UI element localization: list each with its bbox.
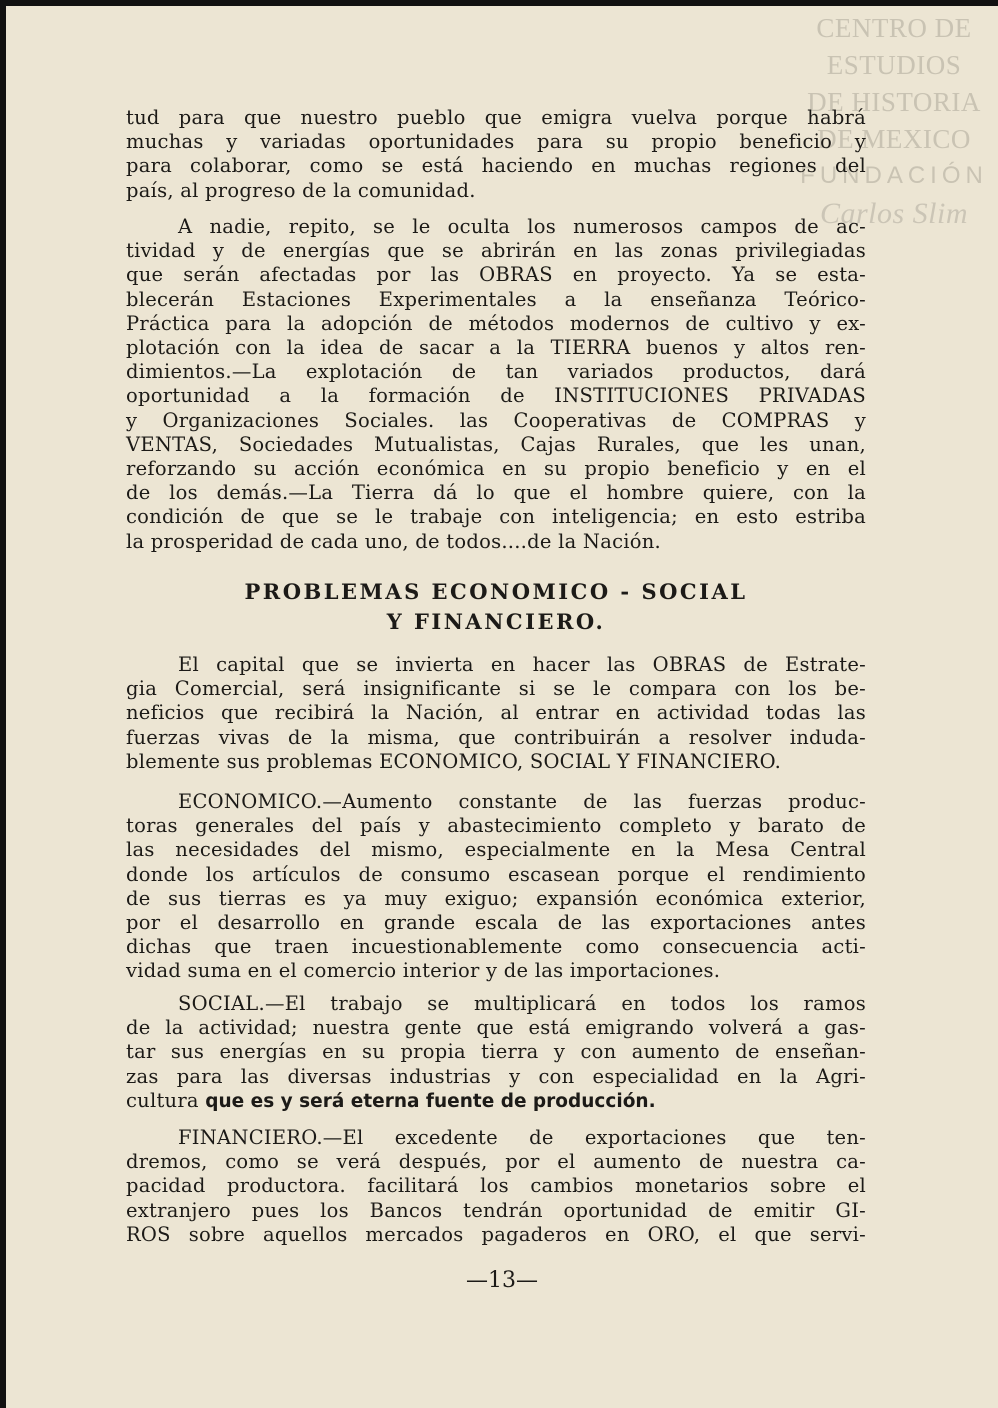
text-line: condición de que se le trabaje con inteligencia; en esto estriba [126, 505, 866, 529]
watermark-foundation: FUNDACIÓN [800, 162, 988, 189]
bold-text-run: que es y será eterna fuente de producción. [205, 1090, 656, 1112]
text-line: extranjero pues los Bancos tendrán oportunidad de emitir GI- [126, 1198, 866, 1222]
paragraph-social [126, 992, 866, 1114]
text-line: neficios que recibirá la Nación, al entrar en actividad todas las [126, 701, 866, 725]
text-line: por el desarrollo en grande escala de las exportaciones antes [126, 911, 866, 935]
text-line: tividad y de energías que se abrirán en las zonas privilegiadas [126, 239, 866, 263]
paragraph-capital [126, 653, 866, 774]
text-line: SOCIAL.—El trabajo se multiplicará en todos los ramos [178, 992, 866, 1015]
text-line: vidad suma en el comercio interior y de las importaciones. [126, 959, 721, 983]
text-line: zas para las diversas industrias y con especialidad en la Agri- [126, 1064, 866, 1088]
text-line-mixed [126, 1089, 866, 1114]
text-line: tud para que nuestro pueblo que emigra vuelva porque habrá [126, 106, 866, 129]
text-line: blecerán Estaciones Experimentales a la enseñanza Teórico- [126, 287, 866, 311]
text-line: de los demás.—La Tierra dá lo que el hombre quiere, con la [126, 481, 866, 505]
text-line: A nadie, repito, se le oculta los numerosos campos de ac- [178, 215, 866, 238]
text-line: dimientos.—La explotación de tan variados productos, dará [126, 360, 866, 384]
text-line: tar sus energías en su propia tierra y con aumento de enseñan- [126, 1040, 866, 1064]
text-line: ROS sobre aquellos mercados pagaderos en ORO, el que servi- [126, 1222, 866, 1246]
text-line: y Organizaciones Sociales. las Cooperativas de COMPRAS y [126, 408, 866, 432]
document-page [6, 6, 998, 1408]
text-line: país, al progreso de la comunidad. [126, 178, 476, 202]
text-line: pacidad productora. facilitará los cambios monetarios sobre el [126, 1174, 866, 1198]
text-line: que serán afectadas por las OBRAS en proyecto. Ya se esta- [126, 263, 866, 287]
watermark-line: DE HISTORIA [807, 87, 981, 117]
text-line: VENTAS, Sociedades Mutualistas, Cajas Rurales, que les unan, [126, 432, 866, 456]
page-number: —13— [466, 1268, 538, 1293]
text-line: dremos, como se verá después, por el aumento de nuestra ca- [126, 1150, 866, 1174]
paragraph-financiero [126, 1126, 866, 1247]
heading-line: PROBLEMAS ECONOMICO - SOCIAL [244, 579, 748, 604]
paragraph-continuation [126, 106, 866, 203]
text-line: de sus tierras es ya muy exiguo; expansión económica exterior, [126, 886, 866, 910]
text-line: FINANCIERO.—El excedente de exportaciones que ten- [178, 1126, 866, 1149]
text-run: cultura [126, 1088, 206, 1112]
text-line: El capital que se invierta en hacer las OBRAS de Estrate- [178, 653, 866, 676]
text-line: reforzando su acción económica en su propio beneficio y en el [126, 457, 866, 481]
text-line: la prosperidad de cada uno, de todos....de la Nación. [126, 529, 662, 553]
text-line: blemente sus problemas ECONOMICO, SOCIAL Y FINANCIERO. [126, 749, 782, 773]
text-line: gia Comercial, será insignificante si se le compara con los be- [126, 677, 866, 701]
watermark-signature: Carlos Slim [819, 197, 969, 230]
heading-line: Y FINANCIERO. [386, 609, 606, 634]
watermark-line: ESTUDIOS [826, 50, 962, 80]
paragraph-campos [126, 215, 866, 554]
text-line: toras generales del país y abastecimiento completo y barato de [126, 814, 866, 838]
text-line: muchas y variadas oportunidades para su propio beneficio y [126, 130, 866, 154]
text-line: donde los artículos de consumo escasean porque el rendimiento [126, 862, 866, 886]
text-line: dichas que traen incuestionablemente como consecuencia acti- [126, 935, 866, 959]
text-line: las necesidades del mismo, especialmente en la Mesa Central [126, 838, 866, 862]
paragraph-economico [126, 790, 866, 984]
section-heading [126, 577, 866, 637]
text-line: de la actividad; nuestra gente que está emigrando volverá a gas- [126, 1016, 866, 1040]
text-line: plotación con la idea de sacar a la TIERRA buenos y altos ren- [126, 336, 866, 360]
text-line: fuerzas vivas de la misma, que contribuirán a resolver induda- [126, 725, 866, 749]
text-line: para colaborar, como se está haciendo en muchas regiones del [126, 154, 866, 178]
watermark-line: CENTRO DE [816, 13, 972, 43]
text-line: Práctica para la adopción de métodos modernos de cultivo y ex- [126, 311, 866, 335]
text-line: oportunidad a la formación de INSTITUCIONES PRIVADAS [126, 384, 866, 408]
watermark-line: DE MEXICO [817, 124, 971, 154]
text-line: ECONOMICO.—Aumento constante de las fuerzas produc- [178, 790, 866, 813]
